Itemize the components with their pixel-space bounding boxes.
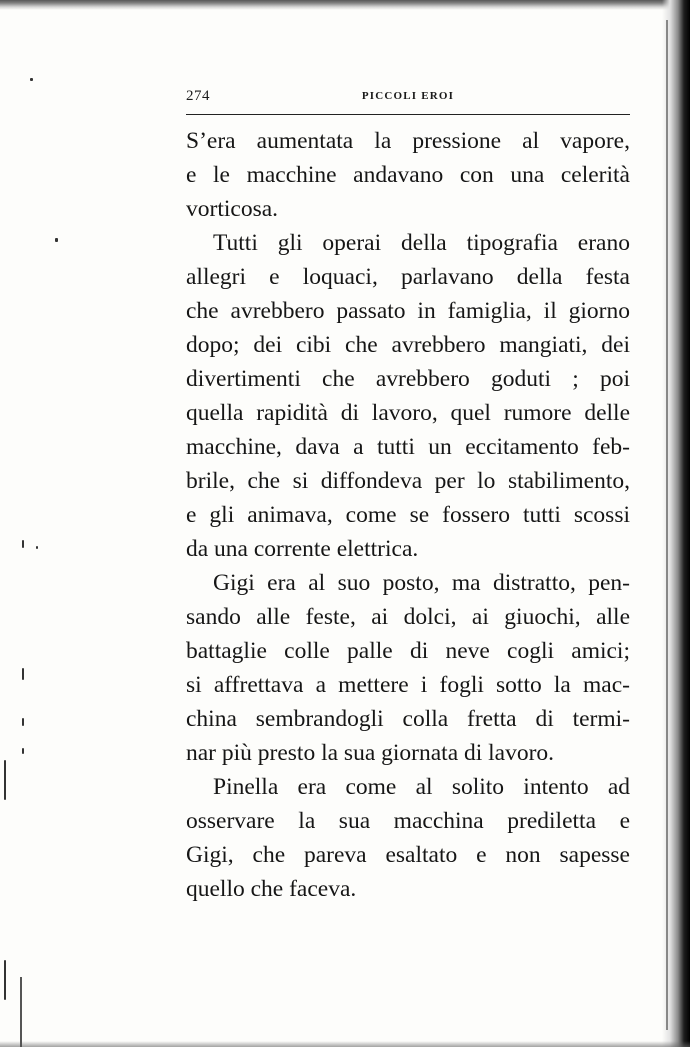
text-line: brile, che si diffondeva per lo stabilimento,	[186, 468, 630, 494]
text-line: e le macchine andavano con una celerità	[186, 162, 630, 188]
text-line: Gigi, che pareva esaltato e non sapesse	[186, 842, 630, 868]
text-line: nar più presto la sua giornata di lavoro.	[186, 740, 555, 766]
running-title: PICCOLI EROI	[361, 90, 455, 102]
text-line: battaglie colle palle di neve cogli amici;	[186, 638, 630, 664]
text-line: quella rapidità di lavoro, quel rumore delle	[186, 400, 630, 426]
running-head	[186, 88, 630, 110]
text-line: che avrebbero passato in famiglia, il giorno	[186, 298, 630, 324]
text-line: Pinella era come al solito intento ad	[213, 774, 630, 800]
text-line: macchine, dava a tutti un eccitamento feb-	[186, 434, 630, 460]
body-text	[186, 124, 630, 906]
text-line: china sembrandogli colla fretta di termi-	[186, 706, 630, 732]
paragraph	[186, 226, 630, 566]
text-line: da una corrente elettrica.	[186, 536, 419, 562]
text-line: osservare la sua macchina prediletta e	[186, 808, 630, 834]
paragraph	[186, 124, 630, 226]
scan-top-edge	[0, 0, 690, 10]
text-line: vorticosa.	[186, 196, 279, 222]
scan-bottom-edge	[0, 1041, 690, 1047]
scan-left-marks	[0, 0, 40, 1047]
paragraph	[186, 770, 630, 906]
text-line: Tutti gli operai della tipografia erano	[213, 230, 630, 256]
text-line: allegri e loquaci, parlavano della festa	[186, 264, 630, 290]
scan-right-edge-line	[666, 20, 668, 1030]
text-line: quello che faceva.	[186, 876, 357, 902]
text-line: divertimenti che avrebbero goduti ; poi	[186, 366, 630, 392]
text-line: e gli animava, come se fossero tutti scossi	[186, 502, 630, 528]
text-line: Gigi era al suo posto, ma distratto, pen-	[213, 570, 630, 596]
text-line: dopo; dei cibi che avrebbero mangiati, dei	[186, 332, 630, 358]
page-number: 274	[186, 88, 210, 104]
paragraph	[186, 566, 630, 770]
text-line: S’era aumentata la pressione al vapore,	[186, 128, 630, 154]
header-rule	[186, 114, 630, 115]
text-line: sando alle feste, ai dolci, ai giuochi, alle	[186, 604, 630, 630]
text-line: si affrettava a mettere i fogli sotto la mac-	[186, 672, 630, 698]
scan-bottom-left-mark	[20, 977, 22, 1047]
